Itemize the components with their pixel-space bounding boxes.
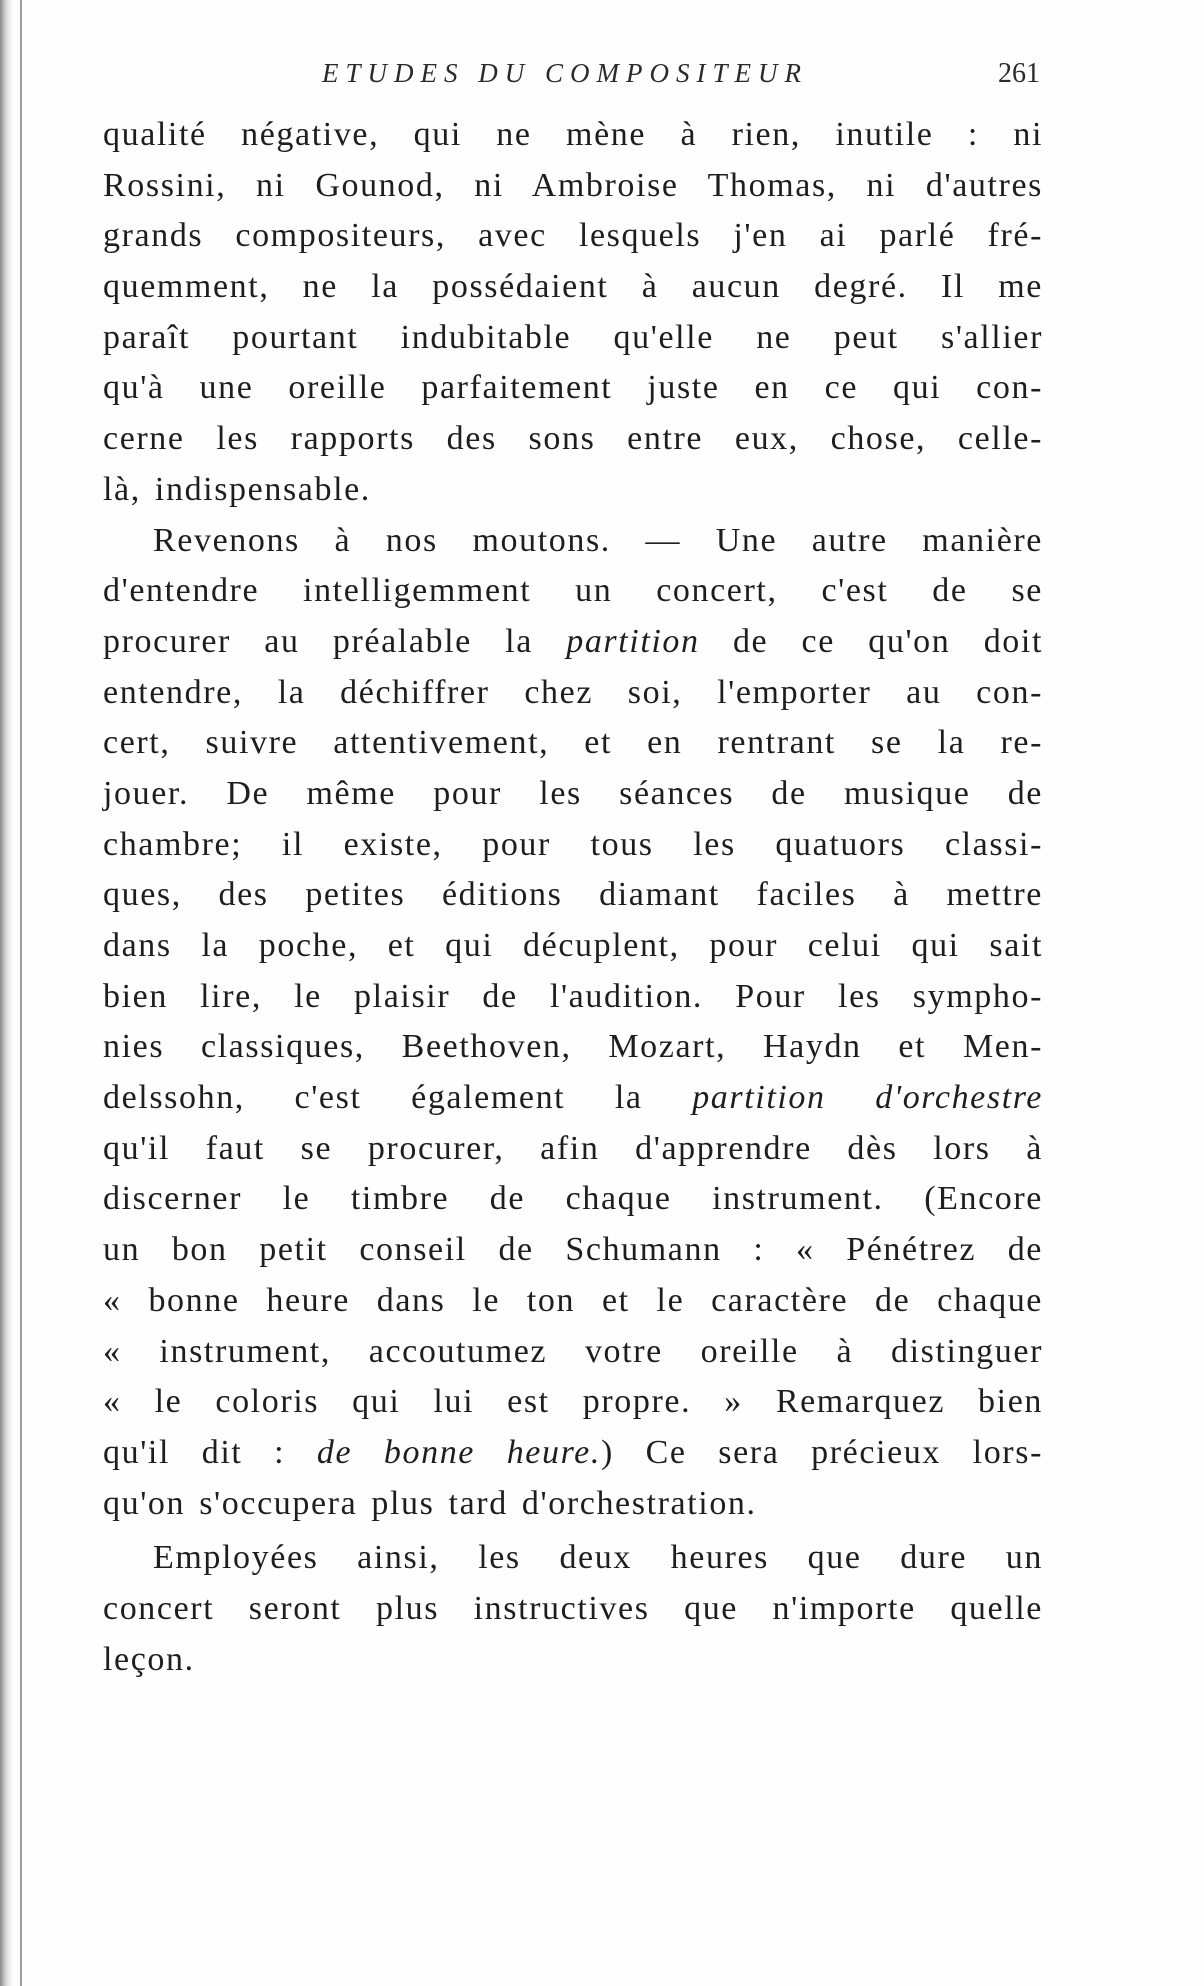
text-segment: jouer. De même pour les séances de musique de <box>103 774 1043 812</box>
text-line <box>103 1479 1043 1530</box>
binding-line <box>20 0 22 1986</box>
text-segment: procurer au préalable la <box>103 622 567 660</box>
text-segment: là, indispensable. <box>103 470 371 508</box>
italic-text: de bonne heure. <box>316 1433 601 1471</box>
text-line <box>103 110 1043 161</box>
text-segment: Rossini, ni Gounod, ni Ambroise Thomas, ni d'autres <box>103 166 1043 204</box>
text-line <box>103 972 1043 1023</box>
text-line <box>103 363 1043 414</box>
text-line <box>103 1377 1043 1428</box>
text-line <box>103 668 1043 719</box>
text-line <box>103 566 1043 617</box>
italic-text: partition <box>566 622 700 660</box>
text-segment: Revenons à nos moutons. — Une autre manière <box>153 521 1043 559</box>
text-line <box>103 1428 1043 1479</box>
text-line <box>103 1635 1043 1686</box>
italic-text: partition d'orchestre <box>692 1079 1043 1117</box>
text-segment: qu'il dit : <box>103 1433 317 1471</box>
text-line <box>103 1584 1043 1635</box>
text-segment: nies classiques, Beethoven, Mozart, Haydn et Men- <box>103 1028 1043 1066</box>
text-line <box>103 1327 1043 1378</box>
text-segment: chambre; il existe, pour tous les quatuors classi- <box>103 825 1043 863</box>
text-segment: ) Ce sera précieux lors- <box>600 1433 1043 1471</box>
text-line <box>103 465 1043 516</box>
text-line <box>103 1174 1043 1225</box>
text-line <box>103 617 1043 668</box>
text-line <box>103 516 1043 567</box>
text-line <box>103 1022 1043 1073</box>
page-number: 261 <box>998 58 1040 89</box>
text-segment: discerner le timbre de chaque instrument. (Encore <box>103 1180 1043 1218</box>
text-line <box>103 769 1043 820</box>
text-line <box>103 1225 1043 1276</box>
text-line <box>103 1073 1043 1124</box>
text-segment: « instrument, accoutumez votre oreille à distinguer <box>103 1332 1043 1370</box>
text-line <box>103 211 1043 262</box>
text-segment: cert, suivre attentivement, et en rentrant se la re- <box>103 724 1043 762</box>
text-segment: un bon petit conseil de Schumann : « Pénétrez de <box>103 1231 1043 1269</box>
text-segment: delssohn, c'est également la <box>103 1079 693 1117</box>
text-segment: qu'il faut se procurer, afin d'apprendre dès lors à <box>103 1129 1043 1167</box>
text-segment: Employées ainsi, les deux heures que dure un <box>153 1539 1043 1577</box>
text-segment: dans la poche, et qui décuplent, pour celui qui sait <box>103 927 1043 964</box>
text-segment: bien lire, le plaisir de l'audition. Pour les sympho- <box>103 977 1043 1015</box>
text-segment: qu'à une oreille parfaitement juste en ce qui con- <box>103 369 1043 407</box>
text-line <box>103 820 1043 871</box>
text-line <box>103 414 1043 465</box>
text-line <box>103 161 1043 212</box>
text-segment: « le coloris qui lui est propre. » Remarquez bien <box>103 1383 1043 1421</box>
page-header <box>100 58 1100 98</box>
text-segment: « bonne heure dans le ton et le caractère de chaque <box>103 1281 1043 1319</box>
text-segment: qualité négative, qui ne mène à rien, inutile : ni <box>103 116 1043 153</box>
text-line <box>103 1533 1043 1584</box>
text-segment: ques, des petites éditions diamant faciles à mettre <box>103 876 1043 914</box>
text-segment: qu'on s'occupera plus tard d'orchestration. <box>103 1484 757 1522</box>
text-segment: paraît pourtant indubitable qu'elle ne peut s'allier <box>103 318 1043 356</box>
text-line <box>103 718 1043 769</box>
text-segment: leçon. <box>103 1640 195 1678</box>
body-text <box>103 110 1043 1685</box>
binding-edge <box>0 0 14 1986</box>
text-segment: grands compositeurs, avec lesquels j'en ai parlé fré- <box>103 217 1043 255</box>
text-line <box>103 1276 1043 1327</box>
text-line <box>103 921 1043 972</box>
text-line <box>103 1124 1043 1175</box>
text-segment: d'entendre intelligemment un concert, c'est de se <box>103 572 1043 610</box>
text-segment: quemment, ne la possédaient à aucun degré. Il me <box>103 268 1043 306</box>
text-line <box>103 262 1043 313</box>
text-segment: entendre, la déchiffrer chez soi, l'emporter au con- <box>103 673 1043 711</box>
text-line <box>103 870 1043 921</box>
text-segment: cerne les rapports des sons entre eux, chose, celle- <box>103 420 1043 458</box>
text-line <box>103 313 1043 364</box>
text-segment: de ce qu'on doit <box>699 622 1043 660</box>
running-title: ETUDES DU COMPOSITEUR <box>322 58 808 88</box>
text-segment: concert seront plus instructives que n'importe quelle <box>103 1589 1043 1627</box>
